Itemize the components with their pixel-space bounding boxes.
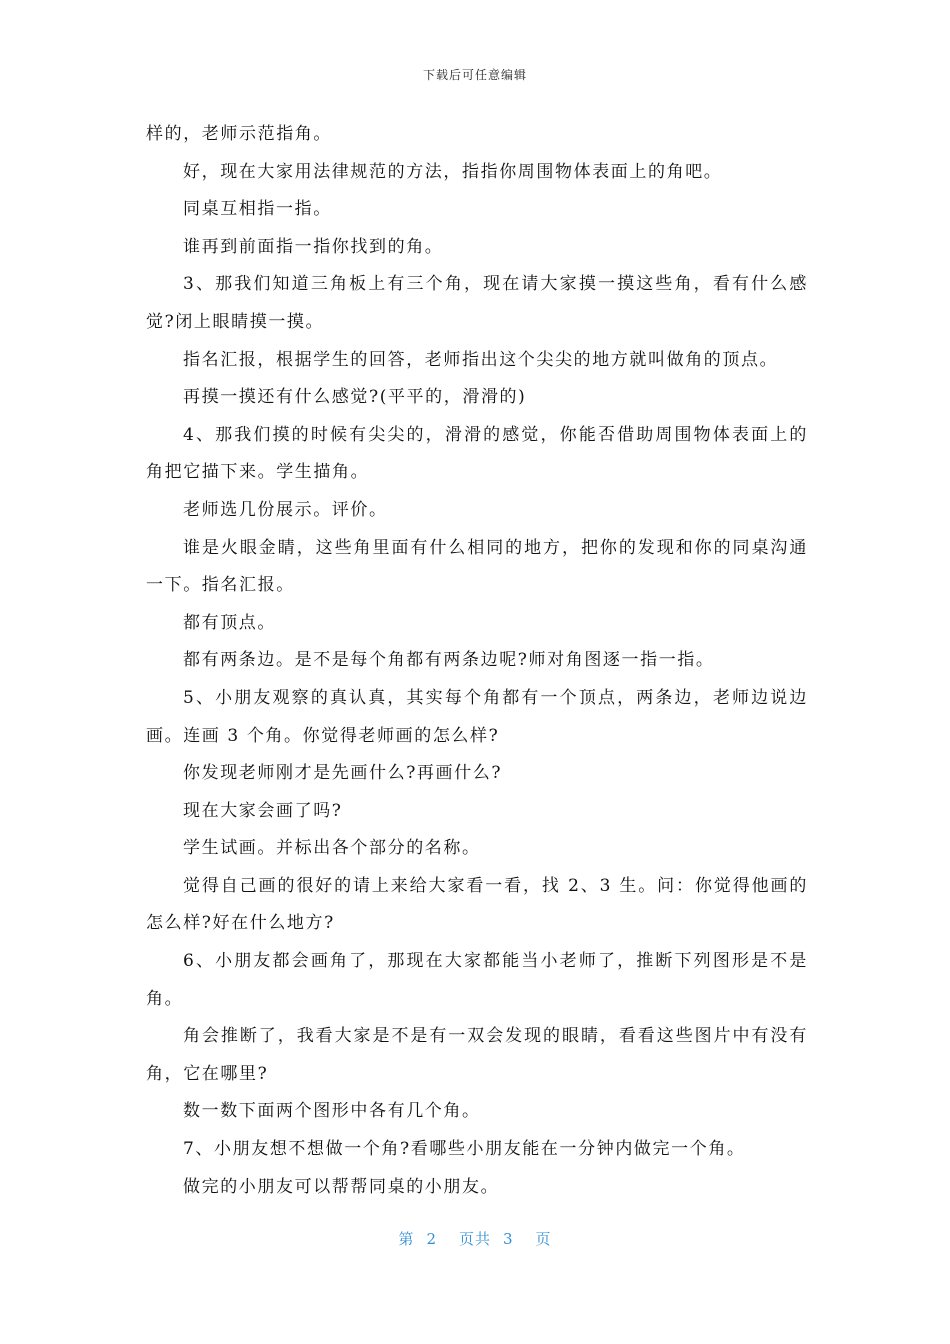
paragraph: 指名汇报，根据学生的回答，老师指出这个尖尖的地方就叫做角的顶点。 bbox=[183, 349, 779, 370]
paragraph: 5、小朋友观察的真认真，其实每个角都有一个顶点，两条边，老师边说边画。连画 3 个角。你觉得老师画的怎么样? bbox=[146, 687, 808, 746]
paragraph: 老师选几份展示。评价。 bbox=[183, 499, 388, 520]
paragraph: 好，现在大家用法律规范的方法，指指你周围物体表面上的角吧。 bbox=[183, 161, 723, 182]
paragraph: 样的，老师示范指角。 bbox=[146, 124, 332, 144]
paragraph: 都有顶点。 bbox=[183, 612, 276, 633]
page-footer bbox=[0, 1228, 950, 1249]
paragraph: 同桌互相指一指。 bbox=[183, 199, 332, 220]
paragraph: 7、小朋友想不想做一个角?看哪些小朋友能在一分钟内做完一个角。 bbox=[183, 1139, 746, 1160]
paragraph: 谁是火眼金睛，这些角里面有什么相同的地方，把你的发现和你的同桌沟通一下。指名汇报。 bbox=[146, 537, 808, 596]
paragraph: 数一数下面两个图形中各有几个角。 bbox=[183, 1101, 481, 1122]
paragraph: 角会推断了，我看大家是不是有一双会发现的眼睛，看看这些图片中有没有角，它在哪里? bbox=[146, 1026, 808, 1084]
paragraph: 4、那我们摸的时候有尖尖的，滑滑的感觉，你能否借助周围物体表面上的角把它描下来。学生描角。 bbox=[146, 424, 808, 483]
paragraph: 谁再到前面指一指你找到的角。 bbox=[183, 236, 444, 257]
paragraph: 学生试画。并标出各个部分的名称。 bbox=[183, 838, 481, 859]
paragraph: 做完的小朋友可以帮帮同桌的小朋友。 bbox=[183, 1176, 500, 1197]
paragraph: 再摸一摸还有什么感觉?(平平的，滑滑的) bbox=[183, 387, 527, 408]
page-total: 3 bbox=[503, 1230, 514, 1248]
page-middle: 页共 bbox=[458, 1230, 491, 1248]
paragraph: 3、那我们知道三角板上有三个角，现在请大家摸一摸这些角，看有什么感觉?闭上眼睛摸一摸。 bbox=[146, 274, 808, 332]
paragraph: 6、小朋友都会画角了，那现在大家都能当小老师了，推断下列图形是不是角。 bbox=[146, 951, 808, 1009]
page-suffix: 页 bbox=[535, 1230, 552, 1248]
paragraph: 觉得自己画的很好的请上来给大家看一看，找 2、3 生。问：你觉得他画的怎么样?好在什么地方? bbox=[146, 875, 808, 934]
paragraph: 你发现老师刚才是先画什么?再画什么? bbox=[183, 763, 503, 784]
paragraph: 现在大家会画了吗? bbox=[183, 800, 343, 821]
page-header: 下载后可任意编辑 bbox=[422, 68, 527, 82]
page-number: 2 bbox=[426, 1230, 437, 1248]
paragraph: 都有两条边。是不是每个角都有两条边呢?师对角图逐一指一指。 bbox=[183, 650, 715, 671]
page-prefix: 第 bbox=[398, 1230, 415, 1248]
document-body bbox=[146, 116, 808, 1206]
